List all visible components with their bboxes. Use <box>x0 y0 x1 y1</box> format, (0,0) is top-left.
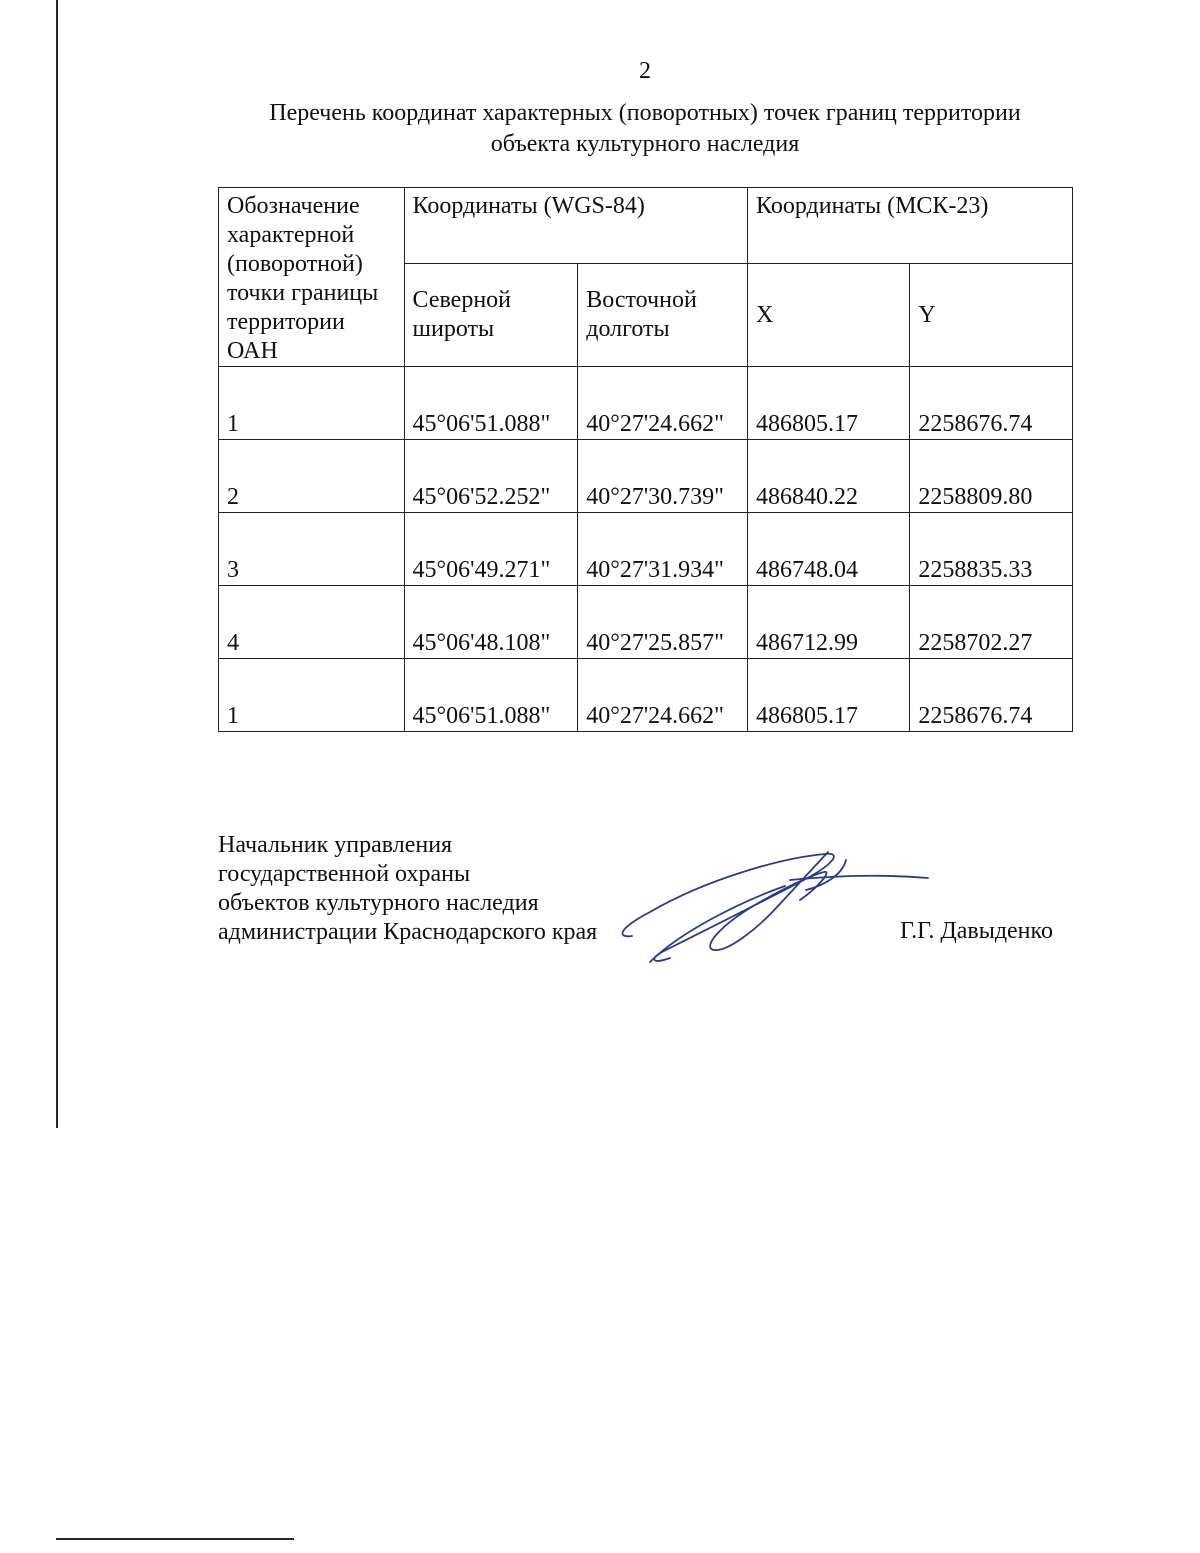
signatory-position <box>218 831 597 947</box>
header-msk23: Координаты (МСК-23) <box>748 188 1073 264</box>
signature-stroke <box>622 854 833 961</box>
table-row <box>219 367 1073 440</box>
signature-stroke <box>710 852 828 950</box>
cell-latitude: 45°06'51.088" <box>404 367 578 440</box>
signatory-position-line-2: государственной охраны <box>218 861 471 887</box>
cell-x: 486748.04 <box>748 513 910 586</box>
header-point-designation: Обозначение характерной (поворотной) точки границы территории ОАН <box>219 188 405 367</box>
header-wgs84: Координаты (WGS-84) <box>404 188 748 264</box>
table-row <box>219 513 1073 586</box>
coordinates-table <box>218 187 1073 732</box>
signatory-position-line-4: администрации Краснодарского края <box>218 919 598 945</box>
signatory-position-line-1: Начальник управления <box>218 832 453 858</box>
cell-latitude: 45°06'49.271" <box>404 513 578 586</box>
cell-y: 2258835.33 <box>910 513 1073 586</box>
signer-name: Г.Г. Давыденко <box>900 918 1053 944</box>
header-north-latitude: Северной широты <box>404 264 578 367</box>
cell-latitude: 45°06'52.252" <box>404 440 578 513</box>
cell-y: 2258676.74 <box>910 659 1073 732</box>
signatory-position-line-3: объектов культурного наследия <box>218 890 539 916</box>
header-x: X <box>748 264 910 367</box>
cell-x: 486840.22 <box>748 440 910 513</box>
scan-edge-bottom <box>56 1538 294 1540</box>
header-y: Y <box>910 264 1073 367</box>
cell-point: 1 <box>219 659 405 732</box>
cell-longitude: 40°27'25.857" <box>578 586 748 659</box>
table-row <box>219 659 1073 732</box>
cell-y: 2258676.74 <box>910 367 1073 440</box>
signature-strokes <box>622 852 928 962</box>
cell-point: 4 <box>219 586 405 659</box>
table-row <box>219 440 1073 513</box>
document-title-line-1: Перечень координат характерных (поворотных) точек границ территории <box>269 100 1021 126</box>
cell-point: 2 <box>219 440 405 513</box>
cell-latitude: 45°06'51.088" <box>404 659 578 732</box>
cell-longitude: 40°27'24.662" <box>578 659 748 732</box>
cell-latitude: 45°06'48.108" <box>404 586 578 659</box>
document-title-line-2: объекта культурного наследия <box>490 131 800 157</box>
handwritten-signature <box>610 840 940 980</box>
cell-y: 2258702.27 <box>910 586 1073 659</box>
cell-point: 3 <box>219 513 405 586</box>
page-number: 2 <box>639 58 651 84</box>
cell-longitude: 40°27'31.934" <box>578 513 748 586</box>
cell-longitude: 40°27'24.662" <box>578 367 748 440</box>
cell-x: 486805.17 <box>748 367 910 440</box>
table-row <box>219 586 1073 659</box>
cell-point: 1 <box>219 367 405 440</box>
document-title <box>200 98 1090 160</box>
cell-y: 2258809.80 <box>910 440 1073 513</box>
cell-x: 486805.17 <box>748 659 910 732</box>
cell-longitude: 40°27'30.739" <box>578 440 748 513</box>
header-east-longitude: Восточной долготы <box>578 264 748 367</box>
cell-x: 486712.99 <box>748 586 910 659</box>
scan-edge-left <box>56 0 58 1128</box>
table-header-row <box>219 188 1073 264</box>
